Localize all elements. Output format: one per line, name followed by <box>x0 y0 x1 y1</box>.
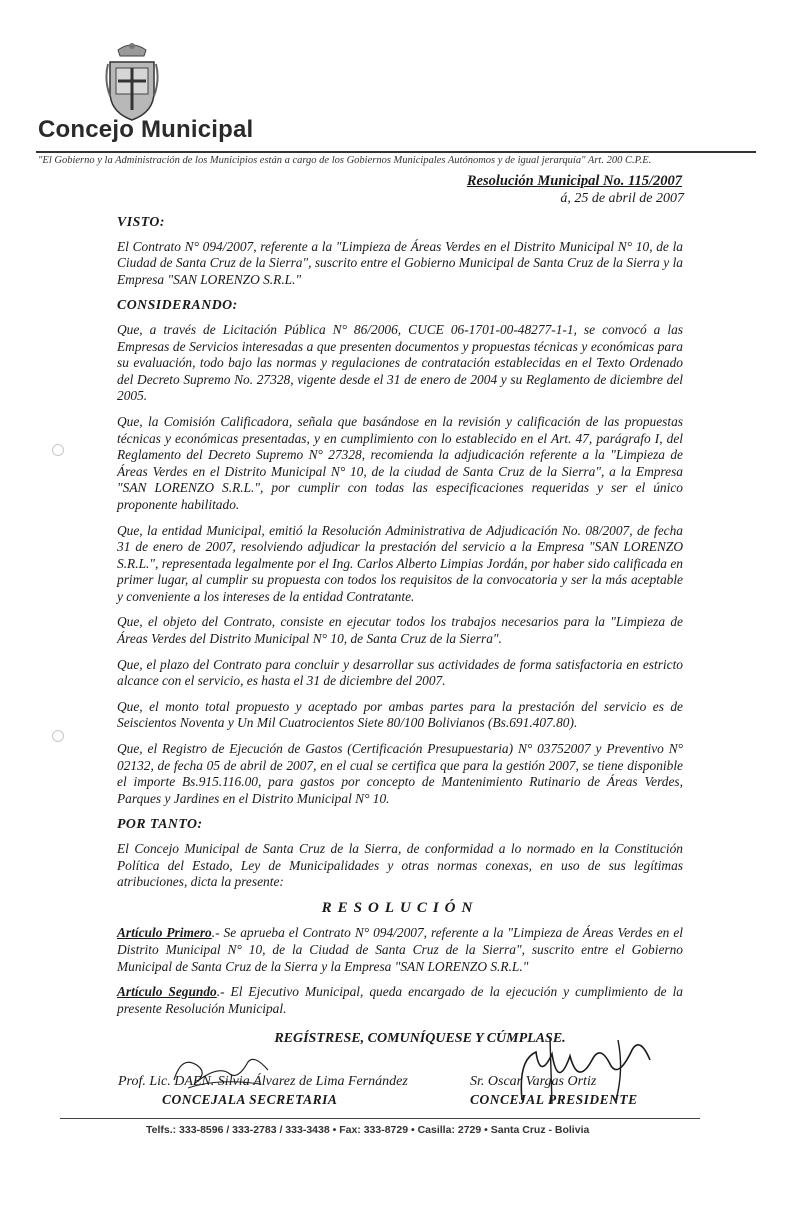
header-motto: "El Gobierno y la Administración de los Municipios están a cargo de los Gobiernos Municipales Autónomos y de igual jerarquía" Art. 200 C.P.E. <box>38 155 652 166</box>
considerando-paragraph: Que, el plazo del Contrato para concluir y desarrollar sus actividades de forma satisfactoria en estricto alcance con el servicio, es hasta el 31 de diciembre del 2007. <box>117 656 683 689</box>
visto-text: El Contrato N° 094/2007, referente a la "Limpieza de Áreas Verdes en el Distrito Municipal N° 10, de la Ciudad de Santa Cruz de la Sierra", suscrito entre el Gobierno Municipal de Santa Cruz de la Sierra y la Empresa "SAN LORENZO S.R.L." <box>117 238 683 287</box>
article-first-text: .- Se aprueba el Contrato N° 094/2007, referente a la "Limpieza de Áreas Verdes en el Distrito Municipal N° 10, de la Ciudad de Santa Cruz de la Sierra", suscrito entre el Gobierno Municipal de Santa Cruz de la Sierra y la Empresa "SAN LORENZO S.R.L." <box>117 925 683 974</box>
article-first-label: Artículo Primero <box>117 925 212 941</box>
header-divider <box>36 151 756 153</box>
considerando-paragraph: Que, a través de Licitación Pública N° 86/2006, CUCE 06-1701-00-48277-1-1, se convocó a las Empresas de Servicios interesadas a que presenten documentos y propuestas técnicas y económicas para su evaluación, todo bajo las normas y regulaciones de contratación establecidas en el Texto Ordenado del Decreto Supremo No. 27328, vigente desde el 31 de enero de 2004 y su Reglamento de diciembre del 2005. <box>117 321 683 404</box>
punch-hole <box>52 730 64 742</box>
visto-heading: VISTO: <box>117 214 165 229</box>
article-second <box>117 984 683 1017</box>
signer-left-role: CONCEJALA SECRETARIA <box>162 1092 338 1107</box>
considerando-paragraph: Que, el Registro de Ejecución de Gastos (Certificación Presupuestaria) N° 03752007 y Preventivo N° 02132, de fecha 05 de abril de 2007, en el cual se certifica que para la gestión 2007, se tiene disponible el importe Bs.915.116.00, para gastos por concepto de Mantenimiento Rutinario de Áreas Verdes, Parques y Jardines en el Distrito Municipal N° 10. <box>117 741 683 806</box>
considerando-heading: CONSIDERANDO: <box>117 297 238 313</box>
footer-divider <box>60 1118 700 1119</box>
article-second-label: Artículo Segundo <box>117 984 217 1000</box>
por-tanto-text: El Concejo Municipal de Santa Cruz de la Sierra, de conformidad a lo normado en la Constitución Política del Estado, Ley de Municipalidades y otras normas conexas, en uso de sus legítimas atribuciones, dicta la presente: <box>117 841 683 890</box>
por-tanto-heading: POR TANTO: <box>117 816 203 832</box>
signer-left-name: Prof. Lic. DAEN. Silvia Álvarez de Lima Fernández <box>118 1074 408 1089</box>
footer-contact: Telfs.: 333-8596 / 333-2783 / 333-3438 • Fax: 333-8729 • Casilla: 2729 • Santa Cruz - Bolivia <box>146 1124 590 1136</box>
resolution-date: á, 25 de abril de 2007 <box>560 191 684 206</box>
considerando-paragraph: Que, el monto total propuesto y aceptado por ambas partes para la prestación del servicio es de Seiscientos Noventa y Un Mil Cuatrocientos Siete 80/100 Bolivianos (Bs.691.407.80). <box>117 698 683 731</box>
punch-hole <box>52 444 64 456</box>
coat-of-arms-icon <box>104 40 160 122</box>
resolucion-title: RESOLUCIÓN <box>321 899 479 916</box>
closing-formula: REGÍSTRESE, COMUNÍQUESE Y CÚMPLASE. <box>274 1031 566 1047</box>
signature-block-left <box>118 1074 408 1108</box>
considerando-paragraph: Que, la Comisión Calificadora, señala que basándose en la revisión y calificación de las propuestas técnicas y económicas presentadas, y en cumplimiento con lo establecido en el Art. 47, parágrafo I, del Reglamento del Decreto Supremo N° 27328, recomienda la adjudicación referente a la "Limpieza de Áreas Verdes en el Distrito Municipal N° 10, de la ciudad de Santa Cruz de la Sierra", a la Empresa "SAN LORENZO S.R.L.", por cumplir con todas las especificaciones requeridas y ser el único proponente habilitado. <box>117 413 683 512</box>
resolution-number: Resolución Municipal No. 115/2007 <box>466 173 682 189</box>
document-body <box>117 212 683 1048</box>
article-first <box>117 925 683 975</box>
considerando-paragraph: Que, la entidad Municipal, emitió la Resolución Administrativa de Adjudicación No. 08/2007, de fecha 31 de enero de 2007, resolviendo adjudicar la prestación del servicio a la Empresa "SAN LORENZO S.R.L.", representada legalmente por el Ing. Carlos Alberto Limpias Jordán, por haber sido calificada en primer lugar, al cumplir su propuesta con todos los requisitos de la convocatoria y ser la más aceptable y conveniente a los intereses de la entidad Contratante. <box>117 522 683 604</box>
article-second-text: .- El Ejecutivo Municipal, queda encargado de la ejecución y cumplimiento de la presente Resolución Municipal. <box>117 984 683 1016</box>
org-name: Concejo Municipal <box>38 116 254 143</box>
signature-block-right <box>470 1074 638 1108</box>
signer-right-name: Sr. Oscar Vargas Ortiz <box>470 1074 597 1089</box>
signer-right-role: CONCEJAL PRESIDENTE <box>470 1092 638 1107</box>
considerando-paragraph: Que, el objeto del Contrato, consiste en ejecutar todos los trabajos necesarios para la "Limpieza de Áreas Verdes del Distrito Municipal N° 10, de Santa Cruz de la Sierra". <box>117 614 683 647</box>
